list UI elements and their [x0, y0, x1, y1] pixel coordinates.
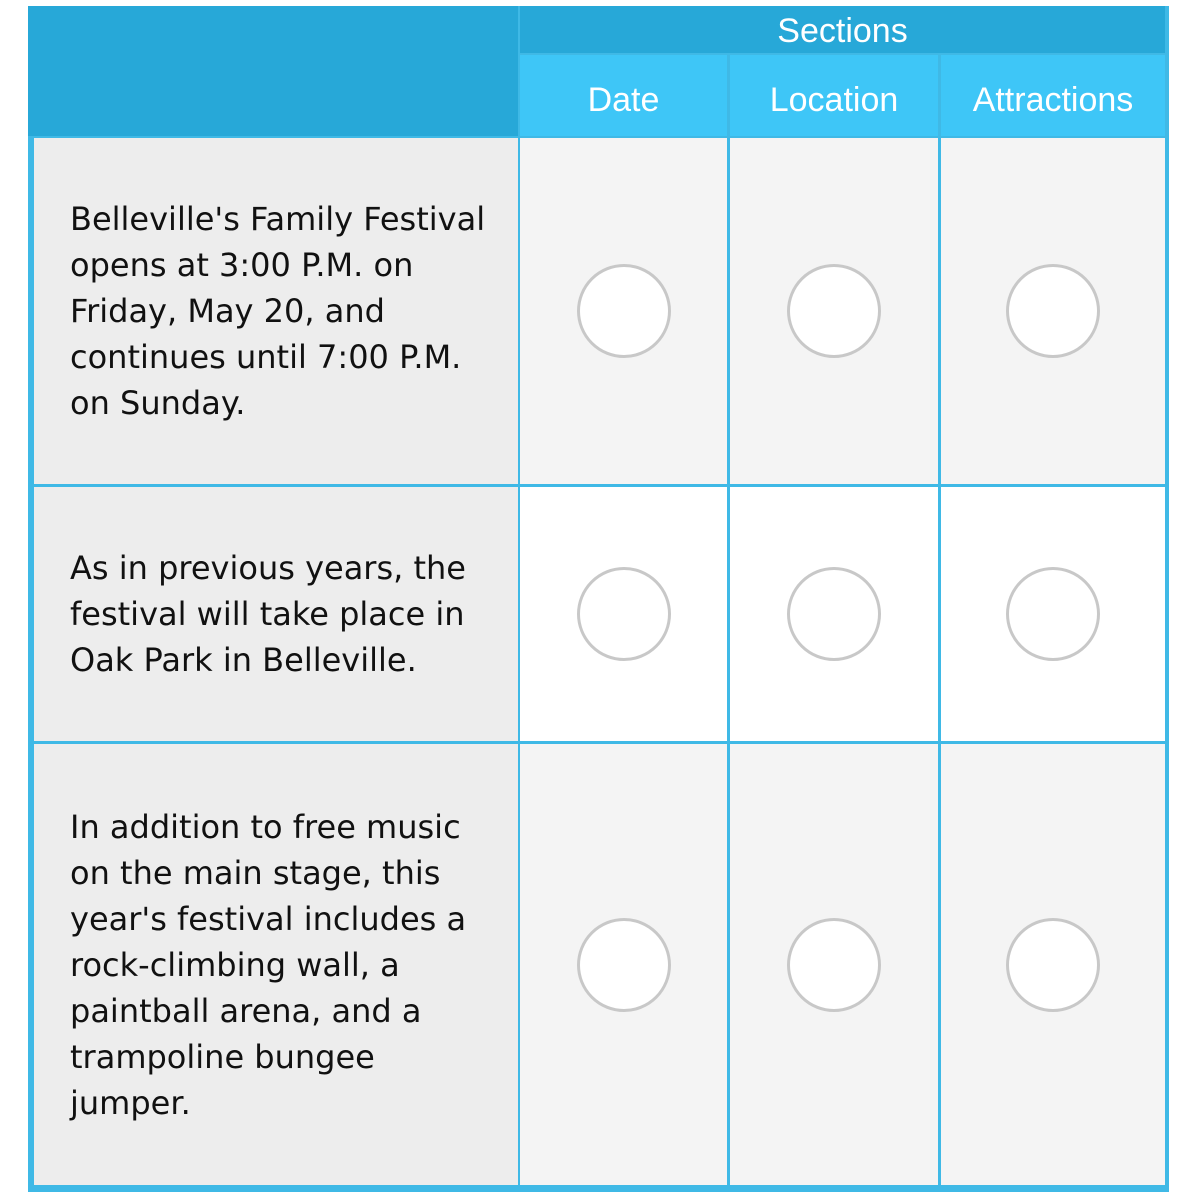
cell-row3-attractions: [941, 744, 1165, 1185]
radio-row1-date[interactable]: [577, 264, 671, 358]
row-statement-text: As in previous years, the festival will take place in Oak Park in Belleville.: [70, 549, 466, 679]
matching-table: [28, 6, 1169, 1192]
cell-row2-date: [520, 487, 727, 741]
radio-row2-date[interactable]: [577, 567, 671, 661]
radio-row2-location[interactable]: [787, 567, 881, 661]
cell-row2-location: [730, 487, 938, 741]
radio-row3-attractions[interactable]: [1006, 918, 1100, 1012]
header-corner: [28, 6, 518, 136]
row-statement-2: [34, 487, 518, 741]
row-statement-3: [34, 744, 518, 1185]
row-statement-text: In addition to free music on the main stage, this year's festival includes a rock-climbing wall, a paintball arena, and a trampoline bungee jumper.: [70, 807, 467, 1122]
column-header-location: Location: [730, 55, 938, 136]
cell-row2-attractions: [941, 487, 1165, 741]
column-header-date: Date: [520, 55, 727, 136]
cell-row3-date: [520, 744, 727, 1185]
row-statement-text: Belleville's Family Festival opens at 3:00 P.M. on Friday, May 20, and continues until 7:00 P.M. on Sunday.: [70, 200, 486, 422]
row-statement-1: [34, 138, 518, 484]
cell-row1-date: [520, 138, 727, 484]
cell-row3-location: [730, 744, 938, 1185]
column-header-attractions: Attractions: [941, 55, 1165, 136]
cell-row1-location: [730, 138, 938, 484]
radio-row1-location[interactable]: [787, 264, 881, 358]
cell-row1-attractions: [941, 138, 1165, 484]
radio-row1-attractions[interactable]: [1006, 264, 1100, 358]
radio-row3-location[interactable]: [787, 918, 881, 1012]
radio-row2-attractions[interactable]: [1006, 567, 1100, 661]
radio-row3-date[interactable]: [577, 918, 671, 1012]
sections-header: Sections: [520, 6, 1165, 53]
